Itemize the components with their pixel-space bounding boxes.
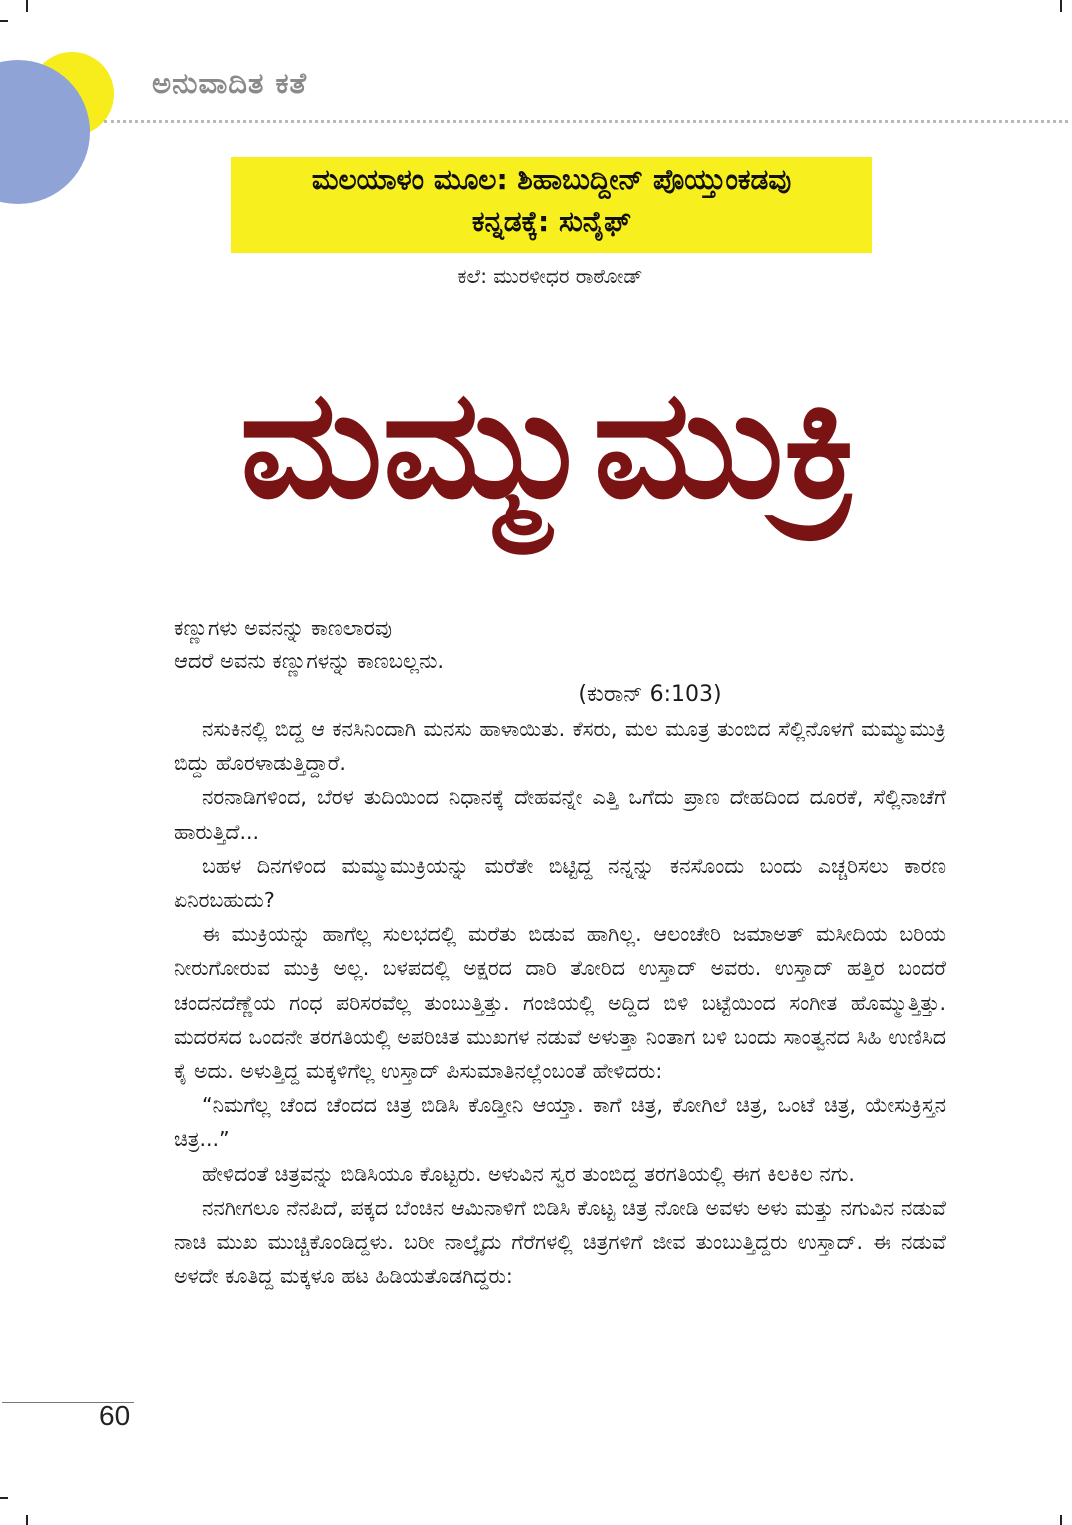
crop-mark-top-right xyxy=(1060,0,1062,12)
epigraph-line-1: ಕಣ್ಣುಗಳು ಅವನನ್ನು ಕಾಣಲಾರವು xyxy=(174,616,392,640)
paragraph: “ನಿಮಗೆಲ್ಲ ಚೆಂದ ಚೆಂದದ ಚಿತ್ರ ಬಿಡಿಸಿ ಕೊಡ್ತೀನಿ ಆಯ್ತಾ. ಕಾಗೆ ಚಿತ್ರ, ಕೋಗಿಲೆ ಚಿತ್ರ, ಒಂಟೆ ಚಿತ್ರ, ಯೇಸುಕ್ರಿಸ್ತನ ಚಿತ್ರ...” xyxy=(174,1093,946,1152)
epigraph-line-2: ಆದರೆ ಅವನು ಕಣ್ಣುಗಳನ್ನು ಕಾಣಬಲ್ಲನು. xyxy=(174,649,445,673)
epigraph-source: (ಕುರಾನ್ 6:103) xyxy=(578,682,722,707)
paragraph: ನನಗೀಗಲೂ ನೆನಪಿದೆ, ಪಕ್ಕದ ಬೆಂಚಿನ ಆಮಿನಾಳಿಗೆ ಬಿಡಿಸಿ ಕೊಟ್ಟ ಚಿತ್ರ ನೋಡಿ ಅವಳು ಅಳು ಮತ್ತು ನಗುವಿನ ನಡುವೆ ನಾಚಿ ಮುಖ ಮುಚ್ಚಿಕೊಂಡಿದ್ದಳು. ಬರೀ ನಾಲ್ಕೈದು ಗೆರೆಗಳಲ್ಲಿ ಚಿತ್ರಗಳಿಗೆ ಜೀವ ತುಂಬುತ್ತಿದ್ದರು ಉಸ್ತಾದ್. ಈ ನಡುವೆ ಅಳದೇ ಕೂತಿದ್ದ ಮಕ್ಕಳೂ ಹಟ ಹಿಡಿಯತೊಡಗಿದ್ದರು: xyxy=(174,1195,946,1289)
paragraph: ನರನಾಡಿಗಳಿಂದ, ಬೆರಳ ತುದಿಯಿಂದ ನಿಧಾನಕ್ಕೆ ದೇಹವನ್ನೇ ಎತ್ತಿ ಒಗೆದು ಪ್ರಾಣ ದೇಹದಿಂದ ದೂರಕೆ, ಸೆಲ್ಲಿನಾಚೆಗೆ ಹಾರುತ್ತಿದೆ... xyxy=(174,785,946,844)
crop-mark-bottom-left-h xyxy=(0,1497,8,1499)
epigraph xyxy=(174,612,946,711)
paragraph: ಬಹಳ ದಿನಗಳಿಂದ ಮಮ್ಮುಮುಕ್ರಿಯನ್ನು ಮರೆತೇ ಬಿಟ್ಟಿದ್ದ ನನ್ನನ್ನು ಕನಸೊಂದು ಬಂದು ಎಚ್ಚರಿಸಲು ಕಾರಣ ಏನಿರಬಹುದು? xyxy=(174,853,946,913)
paragraph: ಈ ಮುಕ್ರಿಯನ್ನು ಹಾಗೆಲ್ಲ ಸುಲಭದಲ್ಲಿ ಮರೆತು ಬಿಡುವ ಹಾಗಿಲ್ಲ. ಆಲಂಚೇರಿ ಜಮಾಅತ್ ಮಸೀದಿಯ ಬರಿಯ ನೀರುಗೋರುವ ಮುಕ್ರಿ ಅಲ್ಲ. ಬಳಪದಲ್ಲಿ ಅಕ್ಷರದ ದಾರಿ ತೋರಿದ ಉಸ್ತಾದ್ ಅವರು. ಉಸ್ತಾದ್ ಹತ್ತಿರ ಬಂದರೆ ಚಂದನದೆಣ್ಣೆಯ ಗಂಧ ಪರಿಸರವೆಲ್ಲ ತುಂಬುತ್ತಿತ್ತು. ಗಂಜಿಯಲ್ಲಿ ಅದ್ದಿದ ಬಿಳಿ ಬಟ್ಟೆಯಿಂದ ಸಂಗೀತ ಹೊಮ್ಮುತ್ತಿತ್ತು. ಮದರಸದ ಒಂದನೇ ತರಗತಿಯಲ್ಲಿ ಅಪರಿಚಿತ ಮುಖಗಳ ನಡುವೆ ಅಳುತ್ತಾ ನಿಂತಾಗ ಬಳಿ ಬಂದು ಸಾಂತ್ವನದ ಸಿಹಿ ಉಣಿಸಿದ ಕೈ ಅದು. ಅಳುತ್ತಿದ್ದ ಮಕ್ಕಳಿಗೆಲ್ಲ ಉಸ್ತಾದ್ ಪಿಸುಮಾತಿನಲ್ಲೆಂಬಂತೆ ಹೇಳಿದರು: xyxy=(174,922,946,1084)
crop-mark-bottom-right xyxy=(1060,1515,1062,1525)
paragraph: ನಸುಕಿನಲ್ಲಿ ಬಿದ್ದ ಆ ಕನಸಿನಿಂದಾಗಿ ಮನಸು ಹಾಳಾಯಿತು. ಕೆಸರು, ಮಲ ಮೂತ್ರ ತುಂಬಿದ ಸೆಲ್ಲಿನೊಳಗೆ ಮಮ್ಮುಮುಕ್ರಿ ಬಿದ್ದು ಹೊರಳಾಡುತ್ತಿದ್ದಾರೆ. xyxy=(174,717,946,776)
credit-box xyxy=(231,157,872,253)
paragraph: ಹೇಳಿದಂತೆ ಚಿತ್ರವನ್ನು ಬಿಡಿಸಿಯೂ ಕೊಟ್ಟರು. ಅಳುವಿನ ಸ್ವರ ತುಂಬಿದ್ದ ತರಗತಿಯಲ್ಲಿ ಈಗ ಕಿಲಕಿಲ ನಗು. xyxy=(202,1161,855,1186)
art-credit: ಕಲೆ: ಮುರಳೀಧರ ರಾಠೋಡ್ xyxy=(457,264,643,288)
header-dotted-rule xyxy=(104,120,1068,123)
crop-mark-top-left xyxy=(26,0,28,12)
translator-credit: ಕನ್ನಡಕ್ಕೆ: ಸುನೈಫ್ xyxy=(471,205,632,238)
page-number: 60 xyxy=(99,1400,131,1431)
section-label: ಅನುವಾದಿತ ಕತೆ xyxy=(152,66,308,100)
crop-mark-top-left-h xyxy=(0,20,8,22)
story-title: ಮಮ್ಮುಮುಕ್ರಿ xyxy=(239,358,861,532)
original-author-credit: ಮಲಯಾಳಂ ಮೂಲ: ಶಿಹಾಬುದ್ದೀನ್ ಪೊಯ್ತುಂಕಡವು xyxy=(311,163,792,196)
crop-mark-bottom-left xyxy=(26,1515,28,1525)
story-body xyxy=(174,712,946,1293)
